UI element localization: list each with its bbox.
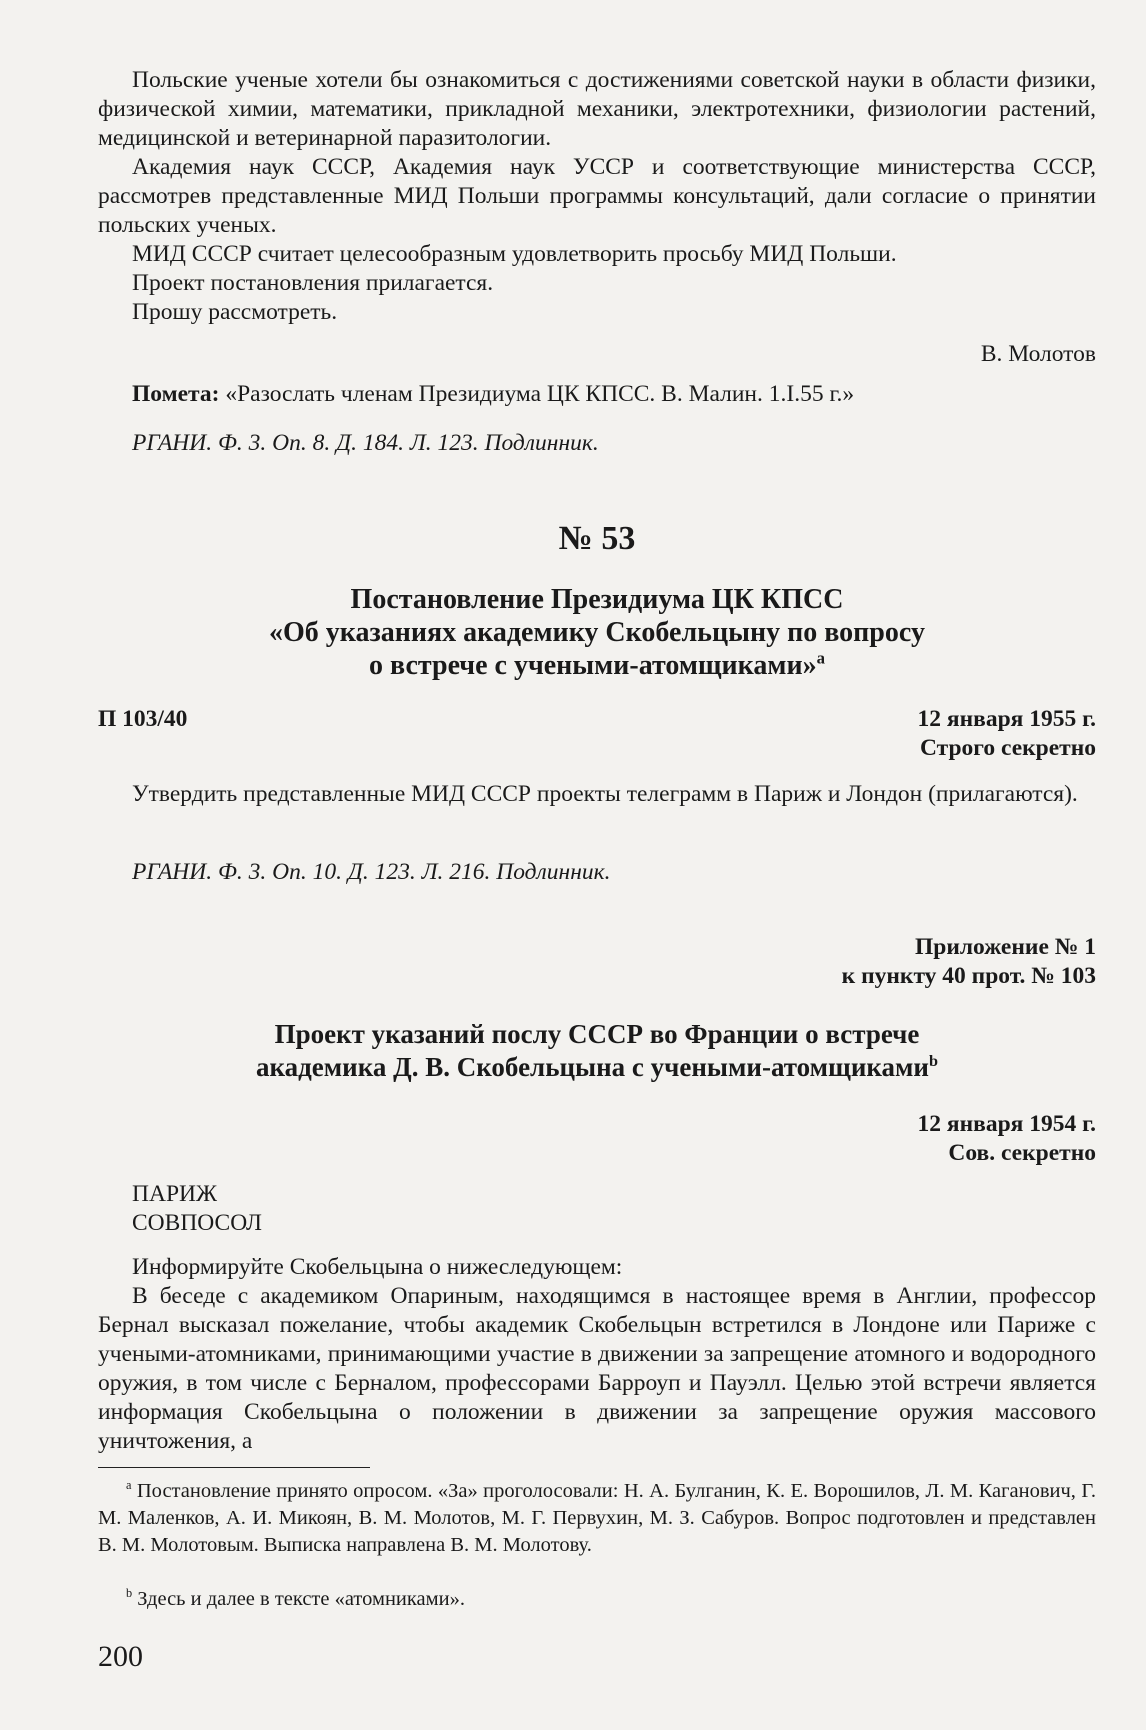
footnote-marker: a <box>126 1478 132 1493</box>
protocol-number: П 103/40 <box>98 706 188 732</box>
page-number: 200 <box>98 1640 143 1673</box>
classification: Строго секретно <box>919 735 1096 761</box>
footnote-text: Здесь и далее в тексте «атомниками». <box>132 1588 465 1610</box>
paragraph: Проект постановления прилагается. <box>132 270 494 296</box>
footnote-marker: b <box>126 1586 133 1601</box>
paragraph: Прошу рассмотреть. <box>132 299 338 325</box>
paragraph: Академия наук СССР, Академия наук УССР и соответствующие министерства СССР, рассмотрев представленные МИД Польши программы консультаций, дали согласие о принятии польских ученых. <box>98 154 1096 238</box>
archive-reference: РГАНИ. Ф. 3. Оп. 8. Д. 184. Л. 123. Подлинник. <box>132 430 599 456</box>
footnote <box>98 1586 1096 1613</box>
paragraph: МИД СССР считает целесообразным удовлетворить просьбу МИД Польши. <box>132 241 897 267</box>
signature: В. Молотов <box>980 341 1096 367</box>
paragraph: Утвердить представленные МИД СССР проекты телеграмм в Париж и Лондон (прилагаются). <box>132 781 1078 807</box>
footnote-marker: b <box>928 1052 938 1070</box>
appendix-title-line: Проект указаний послу СССР во Франции о встрече <box>274 1019 920 1049</box>
document-title-line: Постановление Президиума ЦК КПСС <box>350 584 844 615</box>
document-number: № 53 <box>558 520 636 557</box>
footnote <box>98 1478 1096 1559</box>
appendix-title-text: академика Д. В. Скобельцына с учеными-атомщиками <box>256 1052 929 1082</box>
document-date: 12 января 1955 г. <box>917 706 1096 732</box>
document-page: Польские ученые хотели бы ознакомиться с достижениями советской науки в области физики, физической химии, математики, прикладной механики, электротехники, физиологии растений, медицинской и ветеринарной паразитологии. Академия наук СССР, Академия наук УССР и соответствующие министерства СССР, рассмотрев представленные МИД Польши программы консультаций, дали согласие о принятии польских ученых. МИД СССР считает целесообразным удовлетворить просьбу МИД Польши. Проект постановления прилагается. Прошу рассмотреть. В. Молотов Помета: «Разослать членам Президиума ЦК КПСС. В. Малин. 1.I.55 г.» РГАНИ. Ф. 3. Оп. 8. Д. 184. Л. 123. Подлинник. № 53 Постановление Президиума ЦК КПСС «Об указаниях академику Скобельцыну по вопросу о встрече с учеными-атомщиками»$^a$ П 103/40 12 января 1955 г. Строго секретно Утвердить представленные МИД СССР проекты телеграмм в Париж и Лондон (прилагаются). РГАНИ. Ф. 3. Оп. 10. Д. 123. Л. 216. Подлинник. Приложение № 1 к пункту 40 прот. № 103 Проект указаний послу СССР во Франции о встрече академика Д. В. Скобельцына с учеными-атомщиками$^b$ 12 января 1954 г. Сов. секретно ПАРИЖ СОВПОСОЛ Информируйте Скобельцына о нижеследующем: В беседе с академиком Опариным, находящимся в настоящее время в Англии, профессор Бернал высказал пожелание, чтобы академик Скобельцын встретился в Лондоне или Париже с учеными-атомниками, принимающими участие в движении за запрещение атомного и водородного оружия, в том числе с Берналом, профессорами Барроуп и Пауэлл. Целью этой встречи является информация Скобельцына о положении в движении за запрещение оружия массового уничтожения, а $^a$ Постановление принято опросом. «За» проголосовали: Н. А. Булганин, К. Е. Ворошилов, Л. М. Каганович, Г. М. Маленков, А. И. Микоян, В. М. Молотов, М. Г. Первухин, М. З. Сабуров. Вопрос подготовлен и представлен В. М. Молотовым. Выписка направлена В. М. Молотову. $^b$ Здесь и далее в тексте «атомниками». 200 <box>98 67 1096 1673</box>
footnote-divider <box>98 1467 370 1468</box>
paragraph: Польские ученые хотели бы ознакомиться с достижениями советской науки в области физики, физической химии, математики, прикладной механики, электротехники, физиологии растений, медицинской и ветеринарной паразитологии. <box>98 67 1096 151</box>
paragraph: Информируйте Скобельцына о нижеследующем: <box>132 1254 623 1280</box>
note-text: «Разослать членам Президиума ЦК КПСС. В. Малин. 1.I.55 г.» <box>219 381 855 407</box>
classification: Сов. секретно <box>948 1140 1096 1166</box>
document-title-line <box>98 650 1096 682</box>
footnote-marker: a <box>816 648 825 668</box>
archive-reference: РГАНИ. Ф. 3. Оп. 10. Д. 123. Л. 216. Подлинник. <box>132 859 611 885</box>
addressee: ПАРИЖ <box>132 1181 218 1207</box>
document-title-text: о встрече с учеными-атомщиками» <box>369 650 817 681</box>
addressee: СОВПОСОЛ <box>132 1210 262 1236</box>
note-label: Помета: <box>132 381 220 407</box>
note <box>98 380 1096 409</box>
document-title-line: «Об указаниях академику Скобельцыну по вопросу <box>269 617 925 648</box>
paragraph: В беседе с академиком Опариным, находящимся в настоящее время в Англии, профессор Бернал высказал пожелание, чтобы академик Скобельцын встретился в Лондоне или Париже с учеными-атомниками, принимающими участие в движении за запрещение атомного и водородного оружия, в том числе с Берналом, профессорами Барроуп и Пауэлл. Целью этой встречи является информация Скобельцына о положении в движении за запрещение оружия массового уничтожения, а <box>98 1283 1096 1454</box>
footnote-text: Постановление принято опросом. «За» проголосовали: Н. А. Булганин, К. Е. Ворошилов, Л. М. Каганович, Г. М. Маленков, А. И. Микоян, В. М. Молотов, М. Г. Первухин, М. З. Сабуров. Вопрос подготовлен и представлен В. М. Молотовым. Выписка направлена В. М. Молотову. <box>98 1480 1096 1556</box>
document-date: 12 января 1954 г. <box>917 1111 1096 1137</box>
appendix-title-line <box>98 1051 1096 1083</box>
